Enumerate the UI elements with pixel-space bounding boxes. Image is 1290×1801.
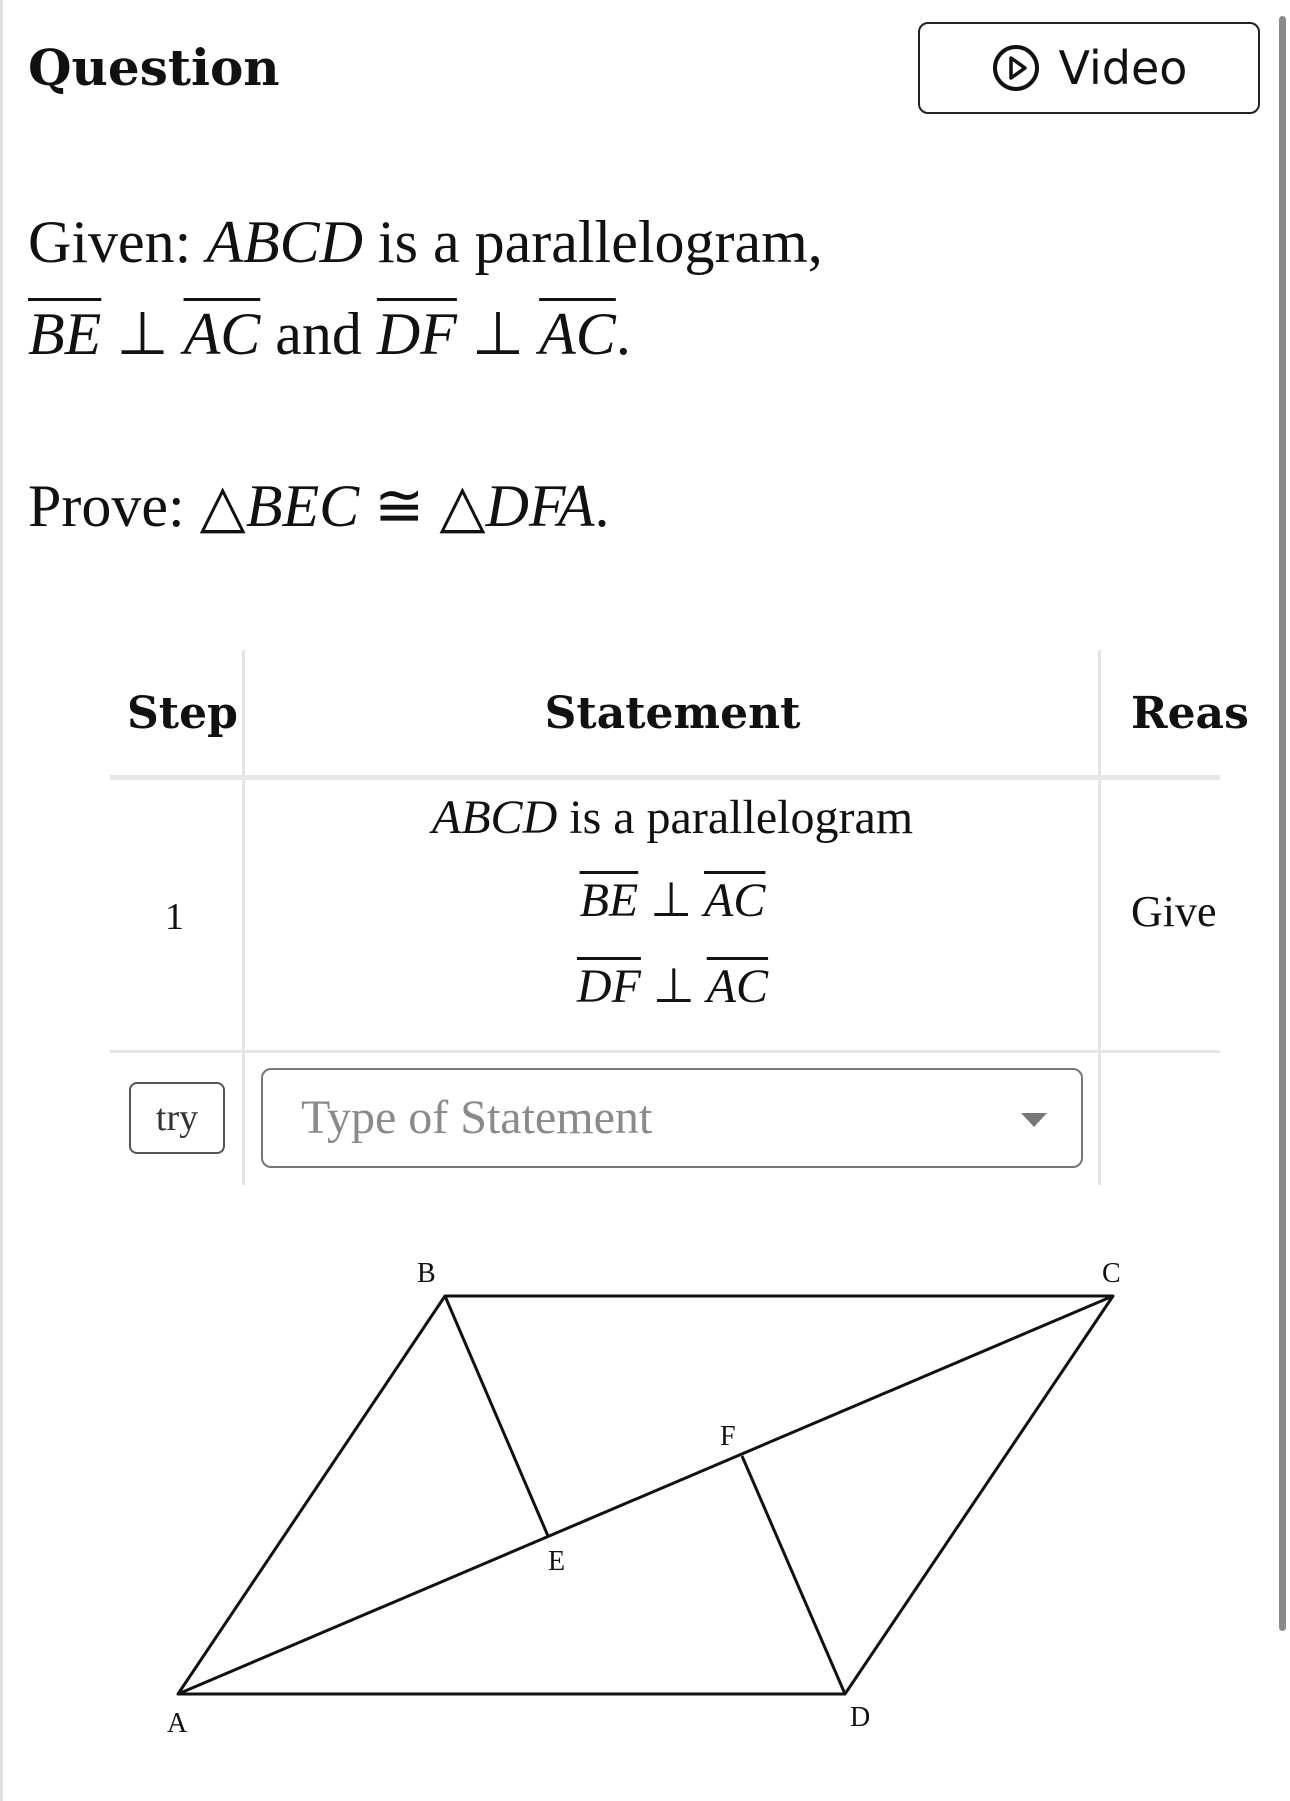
chevron-down-icon <box>1021 1113 1047 1127</box>
try-button[interactable]: try <box>129 1082 225 1154</box>
label-e: E <box>548 1546 566 1577</box>
period: . <box>615 301 631 367</box>
segment-df: $\overline{DF}$ <box>376 301 457 367</box>
question-title: Question <box>28 38 280 97</box>
statement-type-dropdown[interactable] <box>261 1068 1083 1168</box>
perp-symbol: ⊥ <box>652 960 695 1013</box>
segment-ac: $\overline{AC}$ <box>183 301 261 367</box>
segment-ac: $\overline{AC}$ <box>706 960 769 1013</box>
given-figure: ABCD <box>206 209 363 275</box>
given-line-1 <box>28 196 823 288</box>
segment-ac: $\overline{AC}$ <box>704 874 766 927</box>
given-suffix: is a parallelogram, <box>362 209 823 275</box>
period: . <box>594 473 610 539</box>
given-statement <box>28 196 823 380</box>
label-a: A <box>167 1708 188 1739</box>
triangle-dfa: DFA <box>485 473 595 539</box>
diagonal-ac <box>178 1296 1113 1694</box>
congruent-symbol: ≅ <box>374 473 425 539</box>
label-b: B <box>417 1258 436 1289</box>
statement-suffix: is a parallelogram <box>557 791 914 844</box>
prove-statement <box>28 460 609 552</box>
proof-table <box>110 650 1249 1185</box>
triangle-symbol: △ <box>439 473 486 539</box>
header-divider <box>110 775 1220 780</box>
segment-be: $\overline{BE}$ <box>579 874 639 927</box>
header-reason: Reas <box>1131 688 1249 739</box>
parallelogram-diagram <box>0 1230 1290 1801</box>
segment-be: $\overline{BE}$ <box>28 301 102 367</box>
header-step: Step <box>127 688 238 739</box>
label-f: F <box>720 1421 736 1452</box>
statement-line-3 <box>245 958 1100 1014</box>
statement-line-2 <box>245 872 1100 928</box>
triangle-bec: BEC <box>245 473 360 539</box>
prove-prefix: Prove: <box>28 473 200 539</box>
play-circle-icon <box>991 43 1041 93</box>
label-d: D <box>850 1702 871 1733</box>
video-button-label: Video <box>1058 41 1188 95</box>
segment-ac: $\overline{AC}$ <box>539 301 616 367</box>
reason-cell: Give <box>1131 887 1217 936</box>
perp-symbol: ⊥ <box>650 874 693 927</box>
statement-type-placeholder: Type of Statement <box>301 1091 653 1144</box>
label-c: C <box>1102 1258 1121 1289</box>
segment-df-line <box>742 1456 845 1694</box>
video-button[interactable] <box>918 22 1260 114</box>
segment-df: $\overline{DF}$ <box>576 960 641 1013</box>
conjunction-and: and <box>275 301 362 367</box>
statement-line-1 <box>245 790 1100 845</box>
statement-figure: ABCD <box>431 791 558 844</box>
header-statement: Statement <box>544 688 801 739</box>
perp-symbol: ⊥ <box>116 301 169 367</box>
segment-be-line <box>445 1296 548 1536</box>
given-line-2 <box>28 288 823 380</box>
row-divider <box>110 1050 1220 1053</box>
given-prefix: Given: <box>28 209 207 275</box>
triangle-symbol: △ <box>199 473 246 539</box>
perp-symbol: ⊥ <box>471 301 525 367</box>
step-number: 1 <box>165 896 184 938</box>
